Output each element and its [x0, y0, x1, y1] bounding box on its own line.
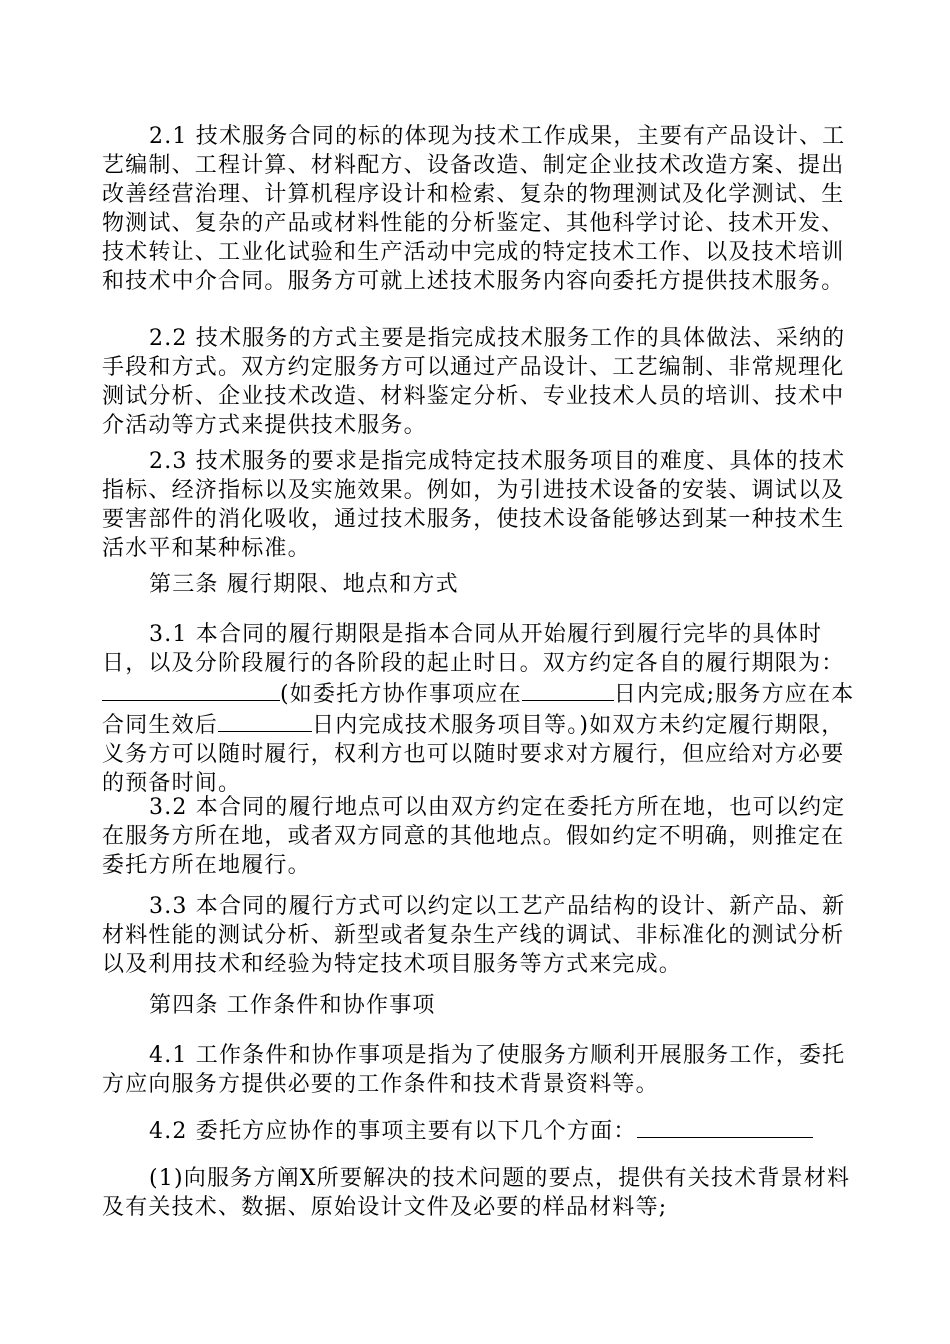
paragraph-2-3 — [102, 447, 862, 563]
paragraph-2-2-text: 2.2 技术服务的方式主要是指完成技术服务工作的具体做法、采纳的手段和方式。双方约定服务方可以通过产品设计、工艺编制、非常规理化测试分析、企业技术改造、材料鉴定分析、专业技术人员的培训、技术中介活动等方式来提供技术服务。 — [102, 326, 846, 438]
paragraph-2-1-text: 2.1 技术服务合同的标的体现为技术工作成果，主要有产品设计、工艺编制、工程计算、材料配方、设备改造、制定企业技术改造方案、提出改善经营治理、计算机程序设计和检索、复杂的物理测试及化学测试、生物测试、复杂的产品或材料性能的分析鉴定、其他科学讨论、技术开发、技术转让、工业化试验和生产活动中完成的特定技术工作、以及技术培训和技术中介合同。服务方可就上述技术服务内容向委托方提供技术服务。 — [102, 124, 846, 294]
blank-field-cooperation[interactable] — [637, 1115, 813, 1138]
paragraph-3-3-text: 3.3 本合同的履行方式可以约定以工艺产品结构的设计、新产品、新材料性能的测试分析、新型或者复杂生产线的调试、非标准化的测试分析以及利用技术和经验为特定技术项目服务等方式来完成。 — [102, 894, 846, 977]
paragraph-3-2-text: 3.2 本合同的履行地点可以由双方约定在委托方所在地，也可以约定在服务方所在地，或者双方同意的其他地点。假如约定不明确，则推定在委托方所在地履行。 — [102, 795, 846, 878]
blank-field-client-days[interactable] — [522, 678, 614, 701]
paragraph-2-2 — [102, 324, 862, 440]
paragraph-4-1 — [102, 1041, 862, 1099]
blank-field-term[interactable] — [102, 678, 280, 701]
paragraph-4-2-item-1-text: (1)向服务方阐X所要解决的技术问题的要点，提供有关技术背景材料及有关技术、数据、原始设计文件及必要的样品材料等; — [102, 1166, 851, 1220]
blank-field-service-days[interactable] — [218, 709, 312, 732]
section-heading-3: 第三条 履行期限、地点和方式 — [149, 572, 459, 597]
paragraph-3-2 — [102, 793, 862, 880]
paragraph-4-2-text: 4.2 委托方应协作的事项主要有以下几个方面： — [149, 1119, 637, 1144]
paragraph-2-3-text: 2.3 技术服务的要求是指完成特定技术服务项目的难度、具体的技术指标、经济指标以及实施效果。例如，为引进技术设备的安装、调试以及要害部件的消化吸收，通过技术服务，使技术设备能够达到某一种技术生活水平和某种标准。 — [102, 449, 846, 561]
paragraph-3-1 — [102, 620, 862, 798]
paragraph-3-1-text-c: 日内完成;服务方应在本合同生效后 — [102, 682, 855, 738]
paragraph-4-2-item-1 — [102, 1164, 862, 1222]
paragraph-3-3 — [102, 892, 862, 979]
paragraph-3-1-text-a: 3.1 本合同的履行期限是指本合同从开始履行到履行完毕的具体时日，以及分阶段履行的各阶段的起止时日。双方约定各自的履行期限为： — [102, 622, 845, 676]
paragraph-3-1-text-b: (如委托方协作事项应在 — [280, 682, 522, 707]
paragraph-4-2 — [102, 1115, 862, 1146]
section-heading-4: 第四条 工作条件和协作事项 — [149, 993, 436, 1018]
paragraph-4-1-text: 4.1 工作条件和协作事项是指为了使服务方顺利开展服务工作，委托方应向服务方提供必要的工作条件和技术背景资料等。 — [102, 1043, 846, 1097]
paragraph-3-1-text-d: 日内完成技术服务项目等。)如双方未约定履行期限，义务方可以随时履行，权利方也可以随时要求对方履行，但应给对方必要的预备时间。 — [102, 713, 845, 796]
paragraph-2-1 — [102, 122, 862, 296]
